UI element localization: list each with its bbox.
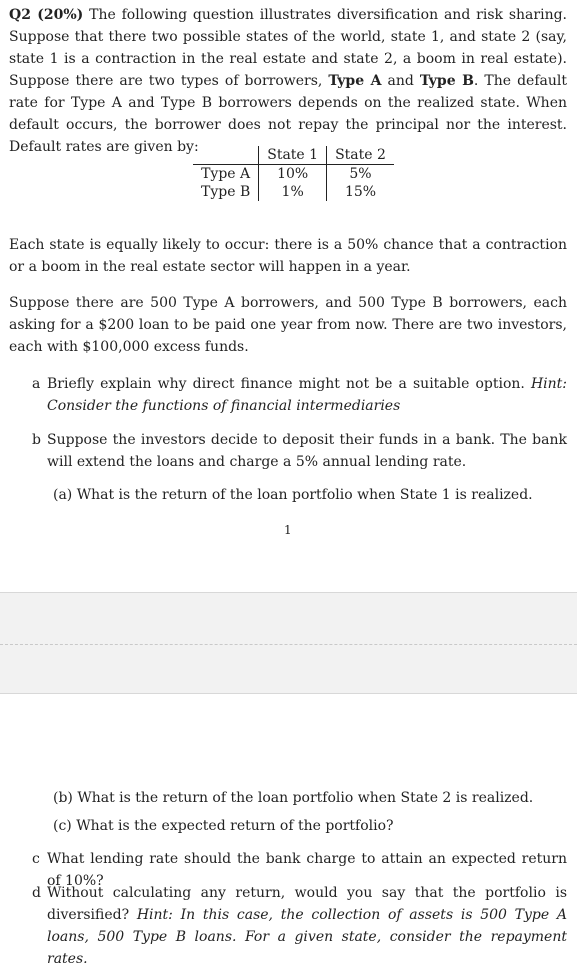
intro-text-1: The following question illustrates diversification and risk sharing. Suppose that there two possible states of the world, state 1, and state 2 (say, state 1 is a contraction in the real estate and state 2, a boom in real estate). Suppose there are two types of borrowers, [9, 7, 567, 89]
item-d [32, 882, 568, 970]
default-rates-table [193, 146, 394, 201]
item-d-text: Without calculating any return, would you say that the portfolio is diversified? [47, 885, 567, 923]
item-b-sub-c: (c) What is the expected return of the portfolio? [53, 818, 394, 834]
item-d-label: d [32, 885, 41, 901]
page-break-top [0, 592, 577, 645]
item-c-label: c [32, 851, 40, 867]
intro-text-2: . The default rate for Type A and Type B borrowers depends on the realized state. When default occurs, the borrower does not repay the principal nor the interest. Default rates are given by: [9, 73, 567, 155]
table-row [193, 183, 394, 201]
question-label: Q2 (20%) [9, 7, 84, 23]
item-b-text: Suppose the investors decide to deposit their funds in a bank. The bank will extend the loans and charge a 5% annual lending rate. [47, 432, 567, 470]
table-cell: Type A [193, 165, 259, 184]
table-header-cell: State 2 [327, 146, 394, 165]
table-cell: 1% [259, 183, 327, 201]
item-c-text: What lending rate should the bank charge to attain an expected return of 10%? [47, 851, 567, 889]
item-a-hint: Hint: Consider the functions of financial intermediaries [47, 376, 567, 414]
item-d-hint: Hint: In this case, the collection of assets is 500 Type A loans, 500 Type B loans. For a given state, consider the repayment rates. [47, 907, 568, 967]
page-break-bottom [0, 645, 577, 694]
table-cell: 15% [344, 184, 377, 200]
item-b-sub-a: (a) What is the return of the loan portfolio when State 1 is realized. [53, 487, 533, 503]
type-b-bold: Type B [419, 73, 474, 89]
table-header-cell: State 1 [259, 146, 327, 165]
borrowers-paragraph: Suppose there are 500 Type A borrowers, and 500 Type B borrowers, each asking for a $200 loan to be paid one year from now. There are two investors, each with $100,000 excess funds. [9, 295, 567, 355]
item-b-sub-b: (b) What is the return of the loan portfolio when State 2 is realized. [53, 790, 534, 806]
and-text: and [381, 73, 420, 89]
table-cell: Type B [193, 183, 259, 201]
item-a [32, 373, 567, 417]
item-b [32, 429, 567, 473]
table-cell: 5% [349, 166, 372, 182]
item-b-label: b [32, 432, 41, 448]
item-a-text: Briefly explain why direct finance might not be a suitable option. [47, 376, 531, 392]
equal-probability-paragraph: Each state is equally likely to occur: there is a 50% chance that a contraction or a boom in the real estate sector will happen in a year. [9, 237, 567, 275]
item-a-label: a [32, 376, 41, 392]
page-number: 1 [284, 523, 292, 537]
table-cell: 10% [259, 165, 327, 184]
table-header-cell [193, 146, 259, 165]
type-a-bold: Type A [328, 73, 382, 89]
question-intro [9, 4, 567, 158]
table-header-row [193, 146, 394, 165]
table-row [193, 165, 394, 184]
